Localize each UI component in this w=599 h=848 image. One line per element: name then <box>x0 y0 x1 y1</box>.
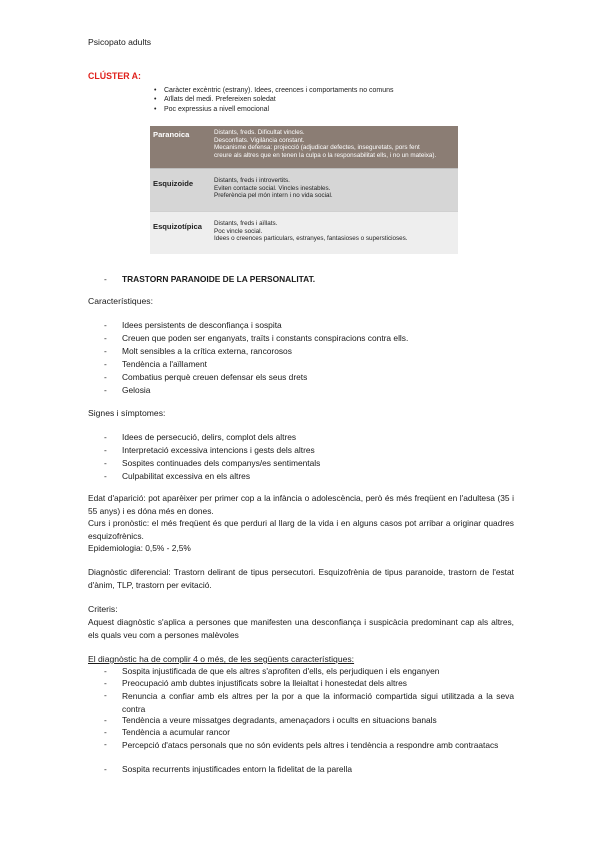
row-description <box>210 212 458 254</box>
diagnostic-heading: El diagnòstic ha de complir 4 o més, de les següents característiques: <box>88 654 355 664</box>
signes-heading: Signes i símptomes: <box>88 408 166 418</box>
edat-aparicio: Edat d'aparició: pot aparèixer per primer cop a la infància o adolescència, però és més freqüent en l'adultesa (35 i 55 anys) i es dóna més en dones. <box>88 493 514 516</box>
row-line: Eviten contacte social. Vincles inestables. <box>214 184 331 192</box>
row-description <box>210 169 458 211</box>
table-row-paranoica <box>150 126 458 168</box>
row-line: creure als altres que en tenen la culpa o la responsabilitat ells, i no un mateixa). <box>214 151 437 159</box>
row-line: Distants, freds. Dificultat vincles. <box>214 129 305 136</box>
figure-bullet: • Poc expressius a nivell emocional <box>150 105 458 114</box>
cluster-a-figure <box>150 86 458 243</box>
row-description <box>210 126 458 168</box>
row-name: Esquizoide <box>153 179 194 188</box>
document-page: Psicopato adults CLÚSTER A: • Caràcter excèntric (estrany). Idees, creences i comportaments no comuns • Aïllats del medi. Prefereixen soledat • Poc expressius a nivell emocional Paranoica Distants, freds. Dificultat vincles. Desconfiats. Vigilància constant. Mecanisme defensa: projecció (adjudicar defectes, inseguretats, pors fent creure als altres que en tenen la culpa o la responsabilitat ells, i no un mateixa). Esquizoide Distants, freds i introvertits. Eviten contacte social. Vincles inestables. Preferència pel món intern i no vida social. Esquizotípica Distants, freds i aïllats. Poc vincle social. Idees o creences particulars, estranyes, fantasioses o supersticioses. - TRASTORN PARANOIDE DE LA PERSONALITAT. Característiques: - Idees persistents de desconfiança i sospita - Creuen que poden ser enganyats, traïts i constants conspiracions contra ells. - Molt sensibles a la crítica externa, rancorosos - Tendència a l'aïllament - Combatius perquè creuen defensar els seus drets - Gelosia Signes i símptomes: - Idees de persecució, delirs, complot dels altres - Interpretació excessiva intencions i gests dels altres - Sospites continuades dels companys/es sentimentals - Culpabilitat excessiva en els altres Edat d'aparició: pot aparèixer per primer cop a la infància o adolescència, però és més freqüent en l'adultesa (35 i 55 anys) i es dóna més en dones. Curs i pronòstic: el més freqüent és que perduri al llarg de la vida i en alguns casos pot arribar a originar quadres esquizofrènics. Epidemiologia: 0,5% - 2,5% Diagnòstic diferencial: Trastorn delirant de tipus persecutori. Esquizofrènia de tipus paranoide, trastorn de l'estat d'ànim, TLP, trastorn per evitació. Criteris: Aquest diagnòstic s'aplica a persones que manifesten una desconfiança i suspicàcia predominant cap als altres, els quals veu com a persones malèvoles El diagnòstic ha de complir 4 o més, de les següents característiques: - Sospita injustificada de que els altres s'aprofiten d'ells, els perjudiquen i els enganyen - Preocupació amb dubtes injustificats sobre la lleialtat i honestedat dels altres - Renuncia a confiar amb els altres per la por a que la informació compartida sigui utilitzada a la seva contra - Tendència a veure missatges degradants, amenaçadors i ocults en situacions banals - Tendència a acumular rancor - Percepció d'atacs personals que no són evidents pels altres i tendència a respondre amb contraatacs - Sospita recurrents injustificades entorn la fidelitat de la parella <box>0 0 599 848</box>
row-line: Distants, freds i introvertits. <box>214 177 290 184</box>
figure-bullet: • Caràcter excèntric (estrany). Idees, creences i comportaments no comuns <box>150 86 458 95</box>
list-item: - Renuncia a confiar amb els altres per la por a que la informació compartida sigui utilitzada a la seva contra <box>104 690 514 714</box>
list-dash: - <box>104 274 107 284</box>
row-line: Idees o creences particulars, estranyes, fantasioses o supersticioses. <box>214 235 408 243</box>
caracteristiques-heading: Característiques: <box>88 296 153 306</box>
row-name: Paranoica <box>153 130 190 139</box>
figure-bullet: • Aïllats del medi. Prefereixen soledat <box>150 95 458 104</box>
page-header: Psicopato adults <box>88 37 152 47</box>
row-line: Mecanisme defensa: projecció (adjudicar defectes, inseguretats, pors fent <box>214 144 420 152</box>
table-row-esquizoide <box>150 168 458 211</box>
table-row-esquizotipica <box>150 211 458 254</box>
row-line: Desconfiats. Vigilància constant. <box>214 136 305 144</box>
criteris-text: Aquest diagnòstic s'aplica a persones que manifesten una desconfiança i suspicàcia predominant cap als altres, els quals veu com a persones malèvoles <box>88 617 514 640</box>
row-name: Esquizotípica <box>153 222 202 231</box>
curs-pronostic: Curs i pronòstic: el més freqüent és que perduri al llarg de la vida i en alguns casos pot arribar a originar quadres esquizofrènics. <box>88 518 514 541</box>
row-line: Distants, freds i aïllats. <box>214 220 278 227</box>
list-item: - Percepció d'atacs personals que no són evidents pels altres i tendència a respondre amb contraatacs <box>104 739 499 750</box>
cluster-title: CLÚSTER A: <box>88 71 141 81</box>
cluster-a-table <box>150 126 458 254</box>
row-line: Poc vincle social. <box>214 227 263 235</box>
figure-bullets <box>150 86 458 114</box>
criteris-heading: Criteris: <box>88 604 118 614</box>
epidemiologia: Epidemiologia: 0,5% - 2,5% <box>88 543 191 553</box>
diagnostic-diferencial: Diagnòstic diferencial: Trastorn delirant de tipus persecutori. Esquizofrènia de tipus paranoide, trastorn de l'estat d'ànim, TLP, trastorn per evitació. <box>88 567 514 590</box>
row-line: Preferència pel món intern i no vida social. <box>214 192 333 200</box>
